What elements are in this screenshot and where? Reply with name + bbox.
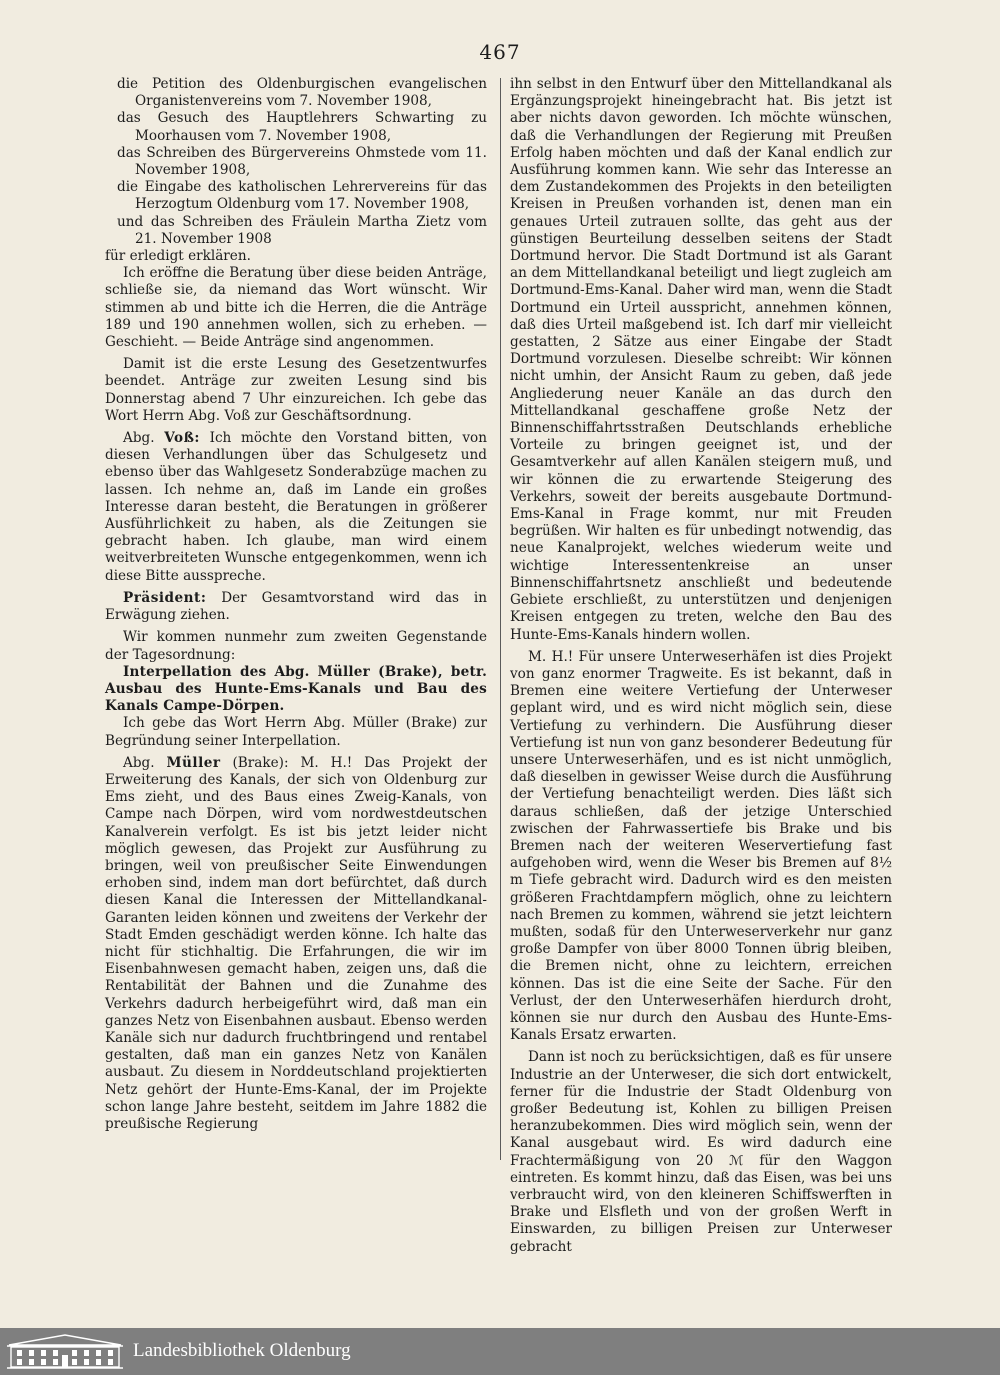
list-item: die Eingabe des katholischen Lehrervereins für das Herzogtum Oldenburg vom 17. November 1908,	[117, 179, 487, 213]
speaker-prefix: Abg.	[123, 754, 155, 771]
paragraph: Wir kommen nunmehr zum zweiten Gegenstande der Tagesordnung:	[105, 629, 487, 663]
paragraph-president	[105, 590, 487, 624]
list-item: das Gesuch des Hauptlehrers Schwarting zu Moorhausen vom 7. November 1908,	[117, 110, 487, 144]
speaker-name: Präsident:	[123, 589, 207, 606]
list-item: das Schreiben des Bürgervereins Ohmstede vom 11. November 1908,	[117, 144, 487, 179]
speaker-name: Müller	[166, 754, 221, 771]
paragraph-mueller	[105, 755, 487, 1133]
speaker-prefix: Abg.	[123, 430, 155, 447]
interpellation-heading: Interpellation des Abg. Müller (Brake), betr. Ausbau des Hunte-Ems-Kanals und Bau des Kanals Campe-Dörpen.	[105, 663, 487, 715]
list-item: und das Schreiben des Fräulein Martha Zietz vom 21. November 1908	[117, 213, 487, 247]
right-column	[510, 76, 892, 1256]
column-divider	[500, 78, 501, 1160]
paragraph: Ich gebe das Wort Herrn Abg. Müller (Brake) zur Begründung seiner Interpellation.	[105, 715, 487, 749]
list-closing: für erledigt erklären.	[105, 248, 251, 265]
speech-text: (Brake): M. H.! Das Projekt der Erweiterung des Kanals, der sich von Oldenburg zur Ems zieht, und des Baus eines Zweig-Kanals, von Campe nach Dörpen, wird vom nordwestdeutschen Kanalverein verfolgt. Es ist bis jetzt leider nicht möglich gewesen, das Projekt zur Ausführung zu bringen, weil von preußischer Seite Einwendungen erhoben sind, indem man dort befürchtet, daß durch diesen Kanal die Interessen der Mittellandkanal-Garanten leiden können und zweitens der Verkehr der Stadt Emden geschädigt werden könne. Ich halte das nicht für stichhaltig. Die Erfahrungen, die wir im Eisenbahnwesen gemacht haben, zeigen uns, daß die Rentabilität der Bahnen und die Zunahme des Verkehrs dadurch herbeigeführt wird, daß man ein ganzes Netz von Eisenbahnen ausbaut. Ebenso werden Kanäle sich nur dadurch fruchtbringend und rentabel gestalten, daß man ein ganzes Netz von Kanälen ausbaut. Zu diesem in Norddeutschland projektierten Netz gehört der Hunte-Ems-Kanal, der im Projekte schon lange Jahre besteht, seitdem im Jahre 1882 die preußische Regierung	[105, 754, 487, 1132]
paragraph: ihn selbst in den Entwurf über den Mittellandkanal als Ergänzungsprojekt hineingebracht hat. Bis jetzt ist aber nichts davon geworden. Ich möchte wünschen, daß die Verhandlungen der Regierung mit Preußen Erfolg haben möchten und daß der Kanal endlich zur Ausführung kommen kann. Wie sehr das Interesse an dem Zustandekommen des Projekts in den beteiligten Kreisen in Preußen vorhanden ist, denen man ein genaues Urteil zutrauen sollte, das geht aus der günstigen Beurteilung desselben seitens der Stadt Dortmund hervor. Die Stadt Dortmund ist als Garant an dem Mittellandkanal beteiligt und liegt zugleich am Dortmund-Ems-Kanal. Daher wird man, wenn die Stadt Dortmund ein Urteil ausspricht, annehmen können, daß dies Urteil maßgebend ist. Ich darf mir vielleicht gestatten, 2 Sätze aus einer Eingabe der Stadt Dortmund vorzulesen. Dieselbe schreibt: Wir können nicht umhin, der Ansicht Raum zu geben, daß jede Angliederung neuer Kanäle an das durch den Mittellandkanal geschaffene große Netz der Binnenschiffahrtsstraßen Deutschlands erhebliche Vorteile zu bringen geeignet ist, und der Gesamtverkehr auf allen Kanälen steigern muß, und wir können die zu erwartende Steigerung des Verkehrs, soweit der bereits ausgebaute Dortmund-Ems-Kanal in Frage kommt, nur mit Freuden begrüßen. Wir halten es für unbedingt notwendig, das neue Kanalprojekt, welches wiederum weite und wichtige Interessentenkreise an unser Binnenschiffahrtsnetz anschließt und bedeutende Gebiete erschließt, zu unterstützen und denjenigen Kreisen entgegen zu treten, welche den Bau des Hunte-Ems-Kanals hindern wollen.	[510, 76, 892, 643]
left-column	[105, 76, 487, 1133]
paragraph: Ich eröffne die Beratung über diese beiden Anträge, schließe sie, da niemand das Wort wünscht. Wir stimmen ab und bitte ich die Herren, die die Anträge 189 und 190 annehmen wollen, sich zu erheben. — Geschieht. — Beide Anträge sind angenommen.	[105, 265, 487, 351]
petition-list	[105, 76, 487, 248]
library-footer	[0, 1328, 1000, 1375]
page-number: 467	[479, 40, 521, 64]
library-building-icon	[5, 1333, 125, 1370]
paragraph: M. H.! Für unsere Unterweserhäfen ist dies Projekt von ganz enormer Tragweite. Es ist bekannt, daß in Bremen eine weitere Vertiefung der Unterweser geplant wird, und es wird nicht möglich sein, diese Vertiefung zu verhindern. Die Ausführung dieser Vertiefung ist nun von ganz besonderer Bedeutung für unsere Unterweserhäfen, und es ist nicht unmöglich, daß dieselben in gewisser Weise durch die Ausführung der Vertiefung benachteiligt werden. Dies läßt sich daraus schließen, daß der jetzige Unterschied zwischen der Fahrwassertiefe bis Brake und bis Bremen nach der weiteren Weservertiefung fast aufgehoben wird, wenn die Weser bis Bremen auf 8½ m Tiefe gebracht wird. Dadurch wird es den meisten größeren Frachtdampfern möglich, ohne zu leichtern nach Bremen zu kommen, während sie jetzt leichtern mußten, sodaß für den Unterweserverkehr nur ganz große Dampfer von über 8000 Tonnen übrig bleiben, die Bremen nicht, ohne zu leichtern, erreichen können. Das ist die eine Seite der Sache. Für den Verlust, der den Unterweserhäfen hierdurch droht, können sie nur durch den Ausbau des Hunte-Ems-Kanals Ersatz erwarten.	[510, 648, 892, 1044]
speech-text: Der Gesamtvorstand wird das in Erwägung ziehen.	[105, 589, 487, 624]
speaker-name: Voß:	[164, 430, 200, 447]
paragraph: Damit ist die erste Lesung des Gesetzentwurfes beendet. Anträge zur zweiten Lesung sind bis Donnerstag abend 7 Uhr einzureichen. Ich gebe das Wort Herrn Abg. Voß zur Geschäftsordnung.	[105, 356, 487, 424]
speech-text: Ich möchte den Vorstand bitten, von diesen Verhandlungen über das Schulgesetz und ebenso über das Wahlgesetz Sonderabzüge machen zu lassen. Ich nehme an, daß im Lande ein großes Interesse daran besteht, die Beratungen in größerer Ausführlichkeit zu haben, als die Zeitungen sie gebracht haben. Ich glaube, man wird einem weitverbreiteten Wunsche entgegenkommen, wenn ich diese Bitte ausspreche.	[105, 430, 487, 584]
library-name: Landesbibliothek Oldenburg	[133, 1340, 351, 1361]
paragraph-voss	[105, 430, 487, 585]
paragraph: Dann ist noch zu berücksichtigen, daß es für unsere Industrie an der Unterweser, die sich dort entwickelt, ferner für die Industrie der Stadt Oldenburg von großer Bedeutung ist, Kohlen zu billigen Preisen heranzubekommen. Dies wird möglich sein, wenn der Kanal ausgebaut wird. Es wird dadurch eine Frachtermäßigung von 20 ℳ für den Waggon eintreten. Es kommt hinzu, daß das Eisen, was bei uns verbraucht wird, von den kleineren Schiffswerften in Brake und Elsfleth und von der großen Werft in Einswarden, zu billigen Preisen zur Unterweser gebracht	[510, 1049, 892, 1255]
list-item: die Petition des Oldenburgischen evangelischen Organistenvereins vom 7. November 1908,	[117, 76, 487, 110]
